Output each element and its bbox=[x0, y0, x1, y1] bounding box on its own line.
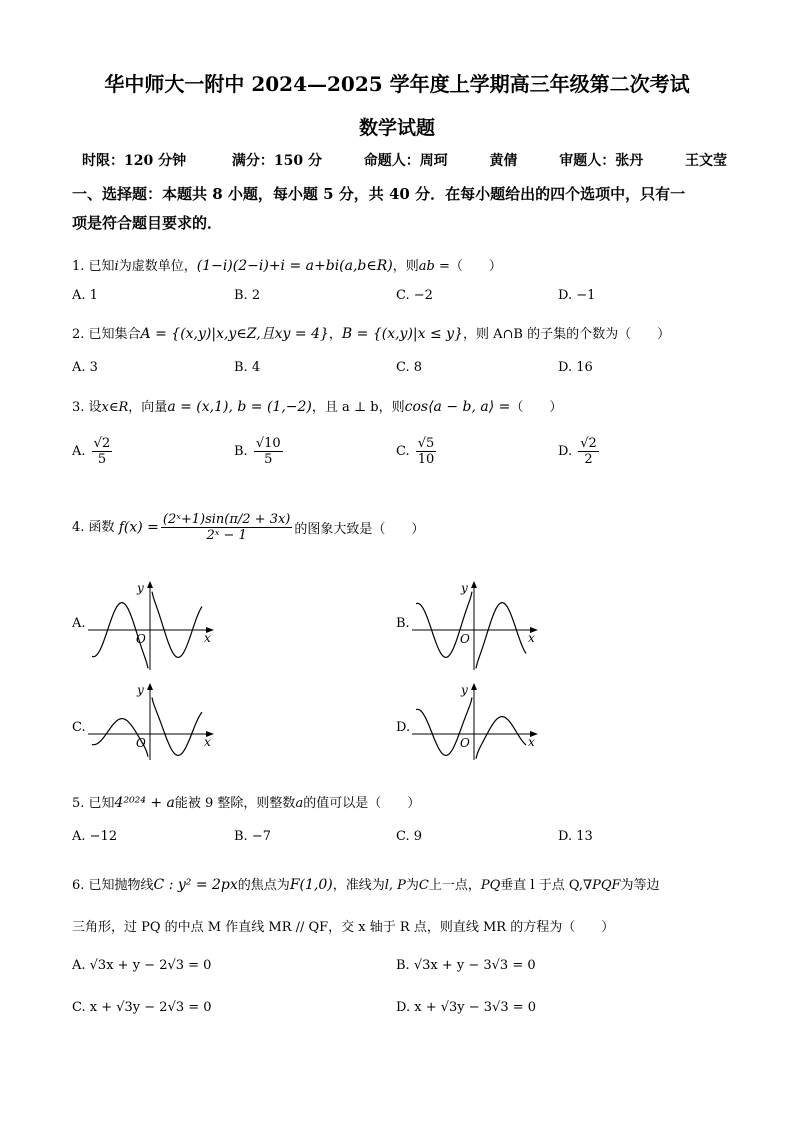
q4-prefix: 4. 函数 bbox=[72, 520, 115, 535]
q3-d-fraction bbox=[578, 436, 599, 467]
graph-a-origin: O bbox=[136, 632, 146, 646]
q3-a-den: 5 bbox=[97, 452, 107, 467]
q3-vectors: a = (x,1), b = (1,−2) bbox=[167, 399, 312, 415]
reviewer: 审题人：张丹 bbox=[559, 153, 644, 169]
graph-c-curve-right bbox=[152, 698, 202, 756]
section-heading-line1: 一、选择题：本题共 8 小题，每小题 5 分，共 40 分．在每小题给出的四个选项中，只有一 bbox=[72, 185, 686, 203]
q5-expression: 4²⁰²⁴ + a bbox=[114, 795, 175, 811]
q4-graph-b[interactable] bbox=[412, 580, 542, 672]
q6-focus: F(1,0) bbox=[289, 877, 333, 893]
q2-option-d[interactable]: D. 16 bbox=[558, 360, 593, 375]
q6-l-p: l, P bbox=[384, 878, 406, 893]
q3-option-c[interactable] bbox=[396, 436, 438, 467]
q4-graph-d[interactable] bbox=[412, 682, 542, 762]
q1-option-d[interactable]: D. −1 bbox=[558, 288, 596, 303]
graph-c-x-label: x bbox=[204, 735, 211, 749]
q3-post: ，则 bbox=[378, 400, 405, 415]
q4-fraction bbox=[161, 512, 293, 543]
question-1 bbox=[72, 255, 502, 274]
q3-mid: ，向量 bbox=[128, 400, 168, 415]
exam-meta bbox=[82, 150, 727, 170]
q3-option-b[interactable] bbox=[234, 436, 285, 467]
graph-d-y-label: y bbox=[461, 683, 468, 697]
graph-a-x-label: x bbox=[204, 631, 211, 645]
q5-prefix: 5. 已知 bbox=[72, 796, 115, 811]
graph-c-origin: O bbox=[136, 736, 146, 750]
q3-bracket: （ ） bbox=[510, 400, 563, 415]
q4-option-a-label[interactable]: A. bbox=[72, 616, 86, 631]
q1-mid: 为虚数单位， bbox=[118, 259, 197, 274]
q3-c-den: 10 bbox=[417, 452, 435, 467]
q2-option-b[interactable]: B. 4 bbox=[234, 360, 261, 375]
graph-b-y-label: y bbox=[461, 581, 468, 595]
q3-b-num: √10 bbox=[255, 436, 281, 451]
q5-option-c[interactable]: C. 9 bbox=[396, 829, 423, 844]
q2-option-a[interactable]: A. 3 bbox=[72, 360, 98, 375]
q5-a: a bbox=[295, 796, 304, 811]
graph-b-curve-left bbox=[416, 592, 472, 658]
q3-condition: ，且 a ⊥ b bbox=[311, 400, 379, 415]
q6-prefix: 6. 已知抛物线 bbox=[72, 878, 154, 893]
q6-pq: PQ bbox=[480, 878, 501, 893]
q6-mid: 的焦点为 bbox=[237, 878, 290, 893]
q3-d-num: √2 bbox=[580, 436, 597, 451]
q5-mid: 能被 9 整除，则整数 bbox=[174, 796, 296, 811]
q6-c: C bbox=[418, 878, 429, 893]
exam-subject: 数学试题 bbox=[358, 117, 435, 139]
graph-a-curve-right bbox=[152, 592, 202, 658]
q4-post: 的图象大致是（ ） bbox=[294, 522, 425, 537]
q4-numerator: (2ˣ+1)sin(π/2 + 3x) bbox=[162, 512, 291, 527]
q4-denominator: 2ˣ − 1 bbox=[206, 528, 247, 543]
q3-c-fraction bbox=[416, 436, 437, 467]
q5-post: 的值可以是（ ） bbox=[303, 796, 421, 811]
q3-d-label: D. bbox=[558, 444, 573, 459]
graph-c-y-label: y bbox=[137, 683, 144, 697]
q3-prefix: 3. 设 bbox=[72, 400, 102, 415]
q6-option-b[interactable]: B. √3x + y − 3√3 = 0 bbox=[396, 958, 536, 973]
q6-mid3: 为 bbox=[405, 878, 419, 893]
q6-end: 为等边 bbox=[620, 878, 660, 893]
question-6-line1 bbox=[72, 874, 660, 893]
q3-c-label: C. bbox=[396, 444, 410, 459]
q2-set-a: A = {(x,y)|x,y∈Z,且xy = 4} bbox=[140, 326, 329, 342]
graph-a-y-arrow bbox=[147, 581, 153, 588]
graph-b-origin: O bbox=[460, 632, 470, 646]
q3-d-den: 2 bbox=[584, 452, 593, 467]
graph-d-y-arrow bbox=[471, 683, 477, 690]
q2-sep: ， bbox=[328, 327, 342, 342]
graph-d-x-label: x bbox=[528, 735, 535, 749]
q6-option-d[interactable]: D. x + √3y − 3√3 = 0 bbox=[396, 1000, 537, 1015]
q3-cos: cos⟨a − b, a⟩ = bbox=[404, 399, 511, 415]
q1-ab: ab = bbox=[418, 259, 450, 274]
q2-option-c[interactable]: C. 8 bbox=[396, 360, 423, 375]
q3-b-fraction bbox=[254, 436, 283, 467]
graph-d-curve-right bbox=[476, 717, 526, 759]
q1-bracket: （ ） bbox=[449, 259, 502, 274]
graph-d-origin: O bbox=[460, 736, 470, 750]
graph-c-curve-left bbox=[92, 719, 148, 757]
graph-c-y-arrow bbox=[147, 683, 153, 690]
q6-parabola: C : y² = 2px bbox=[153, 877, 238, 893]
q1-option-b[interactable]: B. 2 bbox=[234, 288, 261, 303]
q5-option-d[interactable]: D. 13 bbox=[558, 829, 593, 844]
graph-a-y-label: y bbox=[137, 581, 144, 595]
q2-post: ，则 A∩B 的子集的个数为（ ） bbox=[462, 327, 671, 342]
reviewer-2: 王文莹 bbox=[684, 153, 727, 169]
q3-x-in-r: x∈R bbox=[101, 400, 129, 415]
q3-b-den: 5 bbox=[264, 452, 273, 467]
q3-a-num: √2 bbox=[93, 436, 111, 451]
q4-option-b-label[interactable]: B. bbox=[396, 616, 410, 631]
graph-b-y-arrow bbox=[471, 581, 477, 588]
q4-option-d-label[interactable]: D. bbox=[396, 720, 411, 735]
q3-option-d[interactable] bbox=[558, 436, 601, 467]
q1-i: i bbox=[114, 259, 119, 274]
q1-expression: (1−i)(2−i)+i = a+bi(a,b∈R) bbox=[196, 258, 393, 274]
graph-b-curve-right bbox=[476, 603, 526, 669]
full-score: 满分：150 分 bbox=[231, 153, 322, 169]
q5-option-b[interactable]: B. −7 bbox=[234, 829, 271, 844]
question-5 bbox=[72, 792, 420, 811]
question-3 bbox=[72, 396, 562, 415]
q1-option-c[interactable]: C. −2 bbox=[396, 288, 433, 303]
q6-mid4: 上一点， bbox=[428, 878, 481, 893]
q6-triangle: ∇PQF bbox=[583, 878, 621, 893]
q4-graph-c[interactable] bbox=[88, 682, 218, 762]
q1-option-a[interactable]: A. 1 bbox=[72, 288, 98, 303]
section-heading-line2: 项是符合题目要求的． bbox=[72, 214, 223, 232]
question-4 bbox=[72, 512, 424, 543]
q1-prefix: 1. 已知 bbox=[72, 259, 115, 274]
question-2 bbox=[72, 323, 670, 343]
q6-mid2: ，准线为 bbox=[332, 878, 385, 893]
author: 命题人：周珂 bbox=[363, 153, 448, 169]
question-6-line2: 三角形，过 PQ 的中点 M 作直线 MR // QF，交 x 轴于 R 点，则直线 MR 的方程为（ ） bbox=[72, 920, 615, 935]
q4-option-c-label[interactable]: C. bbox=[72, 720, 86, 735]
q4-fx: f(x) = bbox=[118, 519, 159, 536]
q6-post: 垂直 l 于点 Q, bbox=[500, 878, 583, 893]
q3-a-label: A. bbox=[72, 444, 86, 459]
q6-option-c[interactable]: C. x + √3y − 2√3 = 0 bbox=[72, 1000, 212, 1015]
q3-c-num: √5 bbox=[417, 436, 435, 451]
time-limit: 时限：120 分钟 bbox=[82, 153, 187, 169]
exam-title: 华中师大一附中 2024—2025 学年度上学期高三年级第二次考试 bbox=[104, 72, 690, 96]
graph-b-x-label: x bbox=[528, 631, 535, 645]
q3-a-fraction bbox=[92, 436, 113, 467]
q2-prefix: 2. 已知集合 bbox=[72, 327, 141, 342]
q4-graph-a[interactable] bbox=[88, 580, 218, 672]
q5-option-a[interactable]: A. −12 bbox=[72, 829, 118, 844]
q1-post: ，则 bbox=[392, 259, 419, 274]
author-2: 黄倩 bbox=[489, 153, 518, 169]
q3-option-a[interactable] bbox=[72, 436, 114, 467]
q2-set-b: B = {(x,y)|x ≤ y} bbox=[341, 326, 463, 342]
q6-option-a[interactable]: A. √3x + y − 2√3 = 0 bbox=[72, 958, 212, 973]
q3-b-label: B. bbox=[234, 444, 248, 459]
